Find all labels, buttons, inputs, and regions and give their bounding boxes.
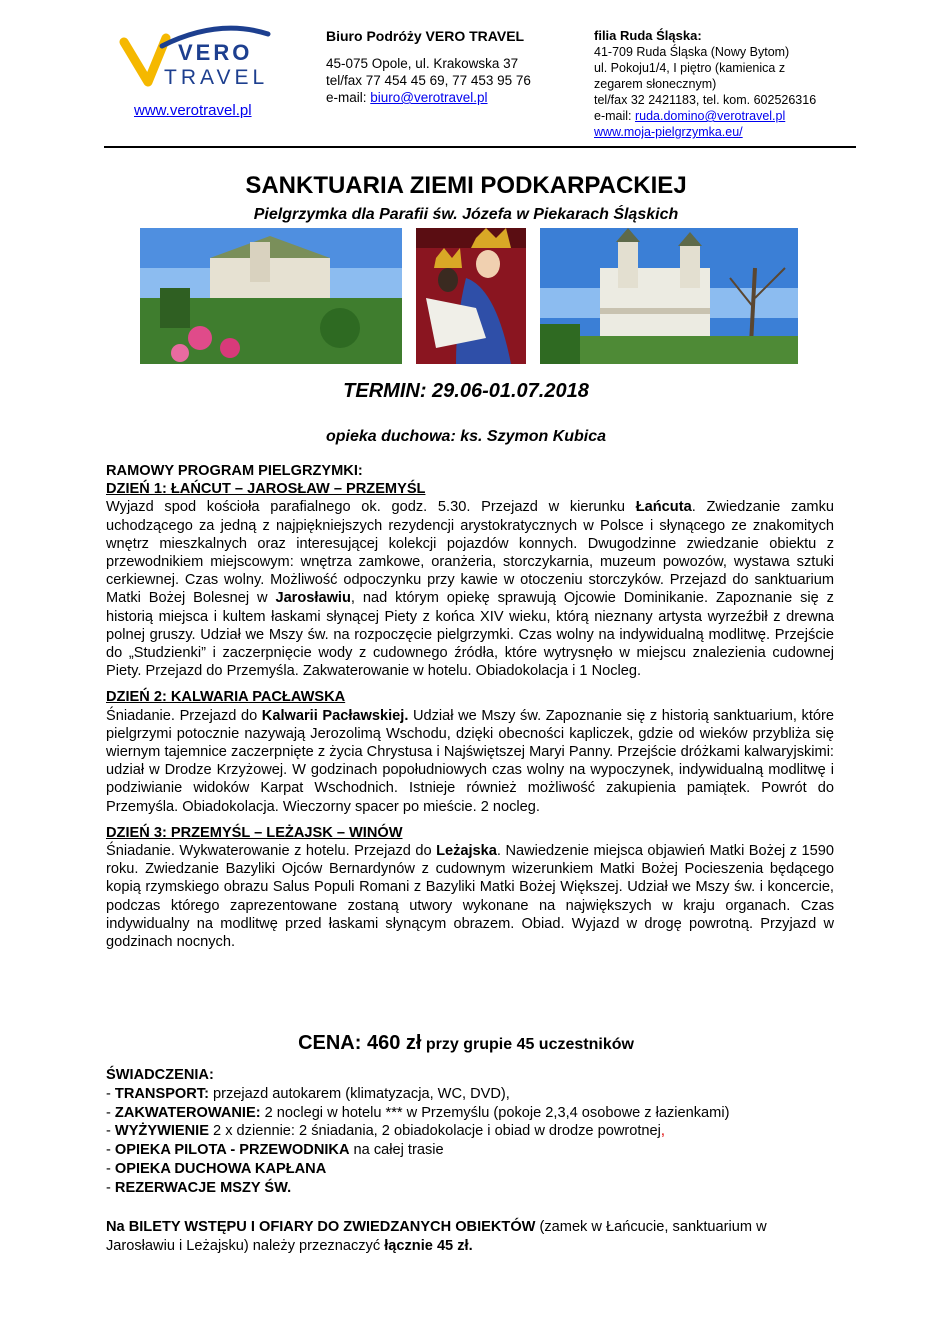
- benefit-item: - REZERWACJE MSZY ŚW.: [106, 1179, 292, 1196]
- day-3-heading: DZIEŃ 3: PRZEMYŚL – LEŻAJSK – WINÓW: [106, 824, 403, 841]
- office-phone: tel/fax 77 454 45 69, 77 453 95 76: [326, 73, 531, 88]
- logo-text-travel: TRAVEL: [164, 66, 269, 89]
- page-title: SANKTUARIA ZIEMI PODKARPACKIEJ: [245, 172, 687, 199]
- website-link[interactable]: www.verotravel.pl: [134, 102, 252, 119]
- day-3-description: [106, 842, 834, 951]
- trip-dates: TERMIN: 29.06-01.07.2018: [343, 380, 589, 402]
- text-run: Śniadanie. Przejazd do: [106, 707, 262, 724]
- text-run: Śniadanie. Wykwaterowanie z hotelu. Przejazd do: [106, 843, 437, 860]
- price-line: [0, 1032, 932, 1055]
- office-email-link[interactable]: biuro@verotravel.pl: [370, 90, 488, 105]
- tickets-amount: łącznie 45 zł.: [384, 1237, 473, 1254]
- email-label: e-mail:: [326, 90, 371, 105]
- tickets-bold: Na BILETY WSTĘPU I OFIARY DO ZWIEDZANYCH OBIEKTÓW: [106, 1219, 536, 1235]
- letterhead: [104, 24, 856, 148]
- benefit-item: - ZAKWATEROWANIE: 2 noclegi w hotelu *** w Przemyślu (pokoje 2,3,4 osobowe z łazienkami): [106, 1104, 730, 1121]
- place-name: Łańcuta: [635, 499, 692, 516]
- spiritual-guide: opieka duchowa: ks. Szymon Kubica: [325, 428, 607, 445]
- branch-line: ul. Pokoju1/4, I piętro (kamienica z: [594, 61, 786, 75]
- photo-lancut-castle: [140, 228, 402, 364]
- branch-office-info: [594, 28, 856, 140]
- office-title: Biuro Podróży VERO TRAVEL: [326, 28, 525, 44]
- tickets-note: [106, 1218, 834, 1256]
- page-subtitle: Pielgrzymka dla Parafii św. Józefa w Piekarach Śląskich: [253, 206, 679, 223]
- day-1-heading: DZIEŃ 1: ŁAŃCUT – JAROSŁAW – PRZEMYŚL: [106, 481, 426, 498]
- place-name: Jarosławiu: [275, 590, 351, 607]
- benefits-heading: ŚWIADCZENIA:: [106, 1067, 214, 1083]
- office-email-row: [326, 89, 531, 106]
- header-divider: [104, 146, 856, 148]
- day-1-description: [106, 498, 834, 680]
- trip-program: [106, 462, 834, 951]
- branch-email-row: [594, 108, 856, 124]
- price-group-note: przy grupie 45 uczestników: [421, 1036, 634, 1053]
- price-amount: CENA: 460 zł: [298, 1032, 422, 1054]
- program-heading: RAMOWY PROGRAM PIELGRZYMKI:: [106, 463, 363, 479]
- place-name: Kalwarii Pacławskiej.: [261, 707, 409, 724]
- email-label: e-mail:: [594, 109, 635, 123]
- text-run: Wyjazd spod kościoła parafialnego ok. godz. 5.30. Przejazd w kierunku: [106, 499, 636, 516]
- branch-website-link[interactable]: www.moja-pielgrzymka.eu/: [594, 125, 743, 139]
- benefit-item: - TRANSPORT: przejazd autokarem (klimatyzacja, WC, DVD),: [106, 1085, 510, 1102]
- text-run: . Zwiedzanie zamku uchodzącego za jedną z najpiękniejszych rezydencji arystokratycznych w Polsce i słynącego ze znakomitych wnętrz mieszkalnych oraz interesującej kolekcji pojazdów konnych. Dwugodzinne zwiedzanie obiektu z przewodnikiem miejscowym: wnętrza zamkowe, oranżeria, storczykarnia, muzeum powozów, wystawa sztuki cerkiewnej. Czas wolny. Możliwość odpoczynku przy kawie w otoczeniu storczyków. Przejazd do sanktuarium Matki Bożej Bolesnej w: [106, 499, 834, 607]
- photo-pieta: [416, 228, 526, 364]
- text-run: . Nawiedzenie miejsca objawień Matki Bożej z 1590 roku. Zwiedzanie Bazyliki Ojców Bernardynów z cudownym wizerunkiem Matki Bożej Pocieszenia będącego kopią rzymskiego obrazu Salus Populi Romani z Bazyliki Matki Bożej Większej. Udział we Mszy św. i koncercie, podczas którego zaprezentowane zostaną utwory wykonane na największych w kraju organach. Czas indywidualny na modlitwę przed łaskami słynącym obrazem. Obiad. Wyjazd w drogę powrotną. Przyjazd w godzinach nocnych.: [106, 843, 834, 951]
- text-run: Udział we Mszy św. Zapoznanie się z historią sanktuarium, które pielgrzymi potocznie nazywają Jerozolimą Wschodu, dzięki obecności kapliczek, gdzie od wieków przybliża się wiernym tajemnice zaczerpnięte z życia Chrystusa i Najświętszej Maryi Panny. Przejście dróżkami kalwaryjskimi: udział w Drodze Krzyżowej. W godzinach popołudniowych czas wolny na wypoczynek, indywidualną modlitwę i podziwianie widoków Karpat Wschodnich. Istnieje również możliwość zakupienia pamiątek. Powrót do Przemyśla. Obiadokolacja. Wieczorny spacer po mieście. 2 nocleg.: [106, 707, 834, 815]
- branch-line: 41-709 Ruda Śląska (Nowy Bytom): [594, 45, 790, 59]
- branch-email-link[interactable]: ruda.domino@verotravel.pl: [634, 109, 786, 123]
- tickets-text: (zamek w Łańcucie, sanktuarium w Jarosławiu i Leżajsku) należy przeznaczyć: [106, 1219, 767, 1254]
- branch-phone: tel/fax 32 2421183, tel. kom. 602526316: [594, 93, 817, 107]
- benefit-item: - OPIEKA DUCHOWA KAPŁANA: [106, 1160, 327, 1177]
- photo-kalwaria-church: [540, 228, 798, 364]
- main-office-info: [326, 28, 531, 106]
- benefit-item: - OPIEKA PILOTA - PRZEWODNIKA na całej trasie: [106, 1142, 444, 1159]
- benefits-list: [106, 1066, 846, 1198]
- branch-line: zegarem słonecznym): [594, 77, 717, 91]
- benefit-item: - WYŻYWIENIE 2 x dziennie: 2 śniadania, 2 obiadokolacje i obiad w drodze powrotnej,: [106, 1123, 665, 1140]
- logo-text-vero: VERO: [178, 40, 253, 65]
- text-run: , nad którym opiekę sprawują Ojcowie Dominikanie. Zapoznanie się z historią miejsca i kultem łaskami słynącej Piety z końca XIV wieku, którą nieznany artysta wyrzeźbił z drewna polnej gruszy. Udział we Mszy św. na rozpoczęcie pielgrzymki. Czas wolny na indywidualną modlitwę. Przejście do „Studzienki” i zaczerpnięcie wody z cudownego źródła, które wytrysnęło w miejscu znalezienia cudownej Piety. Przejazd do Przemyśla. Zakwaterowanie w hotelu. Obiadokolacja i 1 Nocleg.: [106, 590, 834, 680]
- day-2-heading: DZIEŃ 2: KALWARIA PACŁAWSKA: [106, 689, 346, 706]
- branch-title: filia Ruda Śląska:: [594, 28, 702, 43]
- place-name: Leżajska: [436, 843, 497, 860]
- day-2-description: [106, 707, 834, 816]
- office-address: 45-075 Opole, ul. Krakowska 37: [326, 56, 519, 71]
